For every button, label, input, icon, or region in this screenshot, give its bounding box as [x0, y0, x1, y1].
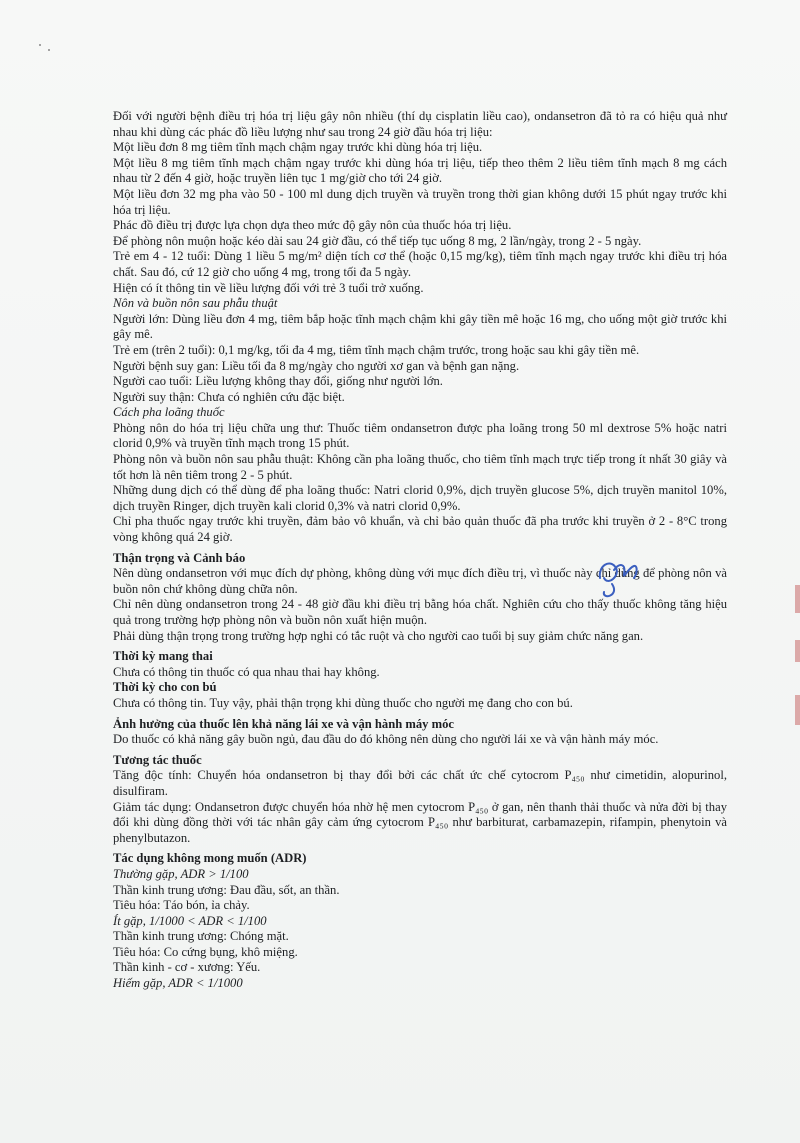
paragraph: Phòng nôn và buồn nôn sau phẫu thuật: Không cần pha loãng thuốc, cho tiêm tĩnh mạch trực tiếp trong ít nhất 30 giây và tốt hơn là nên tiêm trong 2 - 5 phút.: [113, 452, 727, 482]
scan-edge-mark: [795, 585, 800, 613]
subheading: Ít gặp, 1/1000 < ADR < 1/100: [113, 913, 267, 928]
subheading: Hiếm gặp, ADR < 1/1000: [113, 976, 243, 991]
subheading: Cách pha loãng thuốc: [113, 405, 225, 420]
paragraph: Một liều 8 mg tiêm tĩnh mạch chậm ngay trước khi dùng hóa trị liệu, tiếp theo thêm 2 liều tiêm tĩnh mạch 8 mg cách nhau từ 2 đến 4 giờ, hoặc truyền liên tục 1 mg/giờ cho tới 24 giờ.: [113, 155, 727, 186]
section-heading: Ảnh hưởng của thuốc lên khả năng lái xe và vận hành máy móc: [113, 716, 454, 731]
scan-speck: [48, 49, 50, 51]
paragraph: Giảm tác dụng: Ondansetron được chuyển hóa nhờ hệ men cytocrom P₄₅₀ ở gan, nên thanh thải thuốc và nửa đời bị thay đổi khi dùng đồng thời với tác nhân gây cảm ứng cytocrom P₄₅₀ như barbiturat, carbamazepin, rifampin, phenytoin và phenylbutazon.: [113, 799, 727, 845]
paragraph: Một liều đơn 32 mg pha vào 50 - 100 ml dung dịch truyền và truyền trong thời gian không dưới 15 phút ngay trước khi hóa trị liệu.: [113, 186, 727, 217]
section-heading: Thận trọng và Cảnh báo: [113, 550, 246, 565]
scan-edge-mark: [795, 640, 800, 662]
paragraph: Tăng độc tính: Chuyển hóa ondansetron bị thay đổi bởi các chất ức chế cytocrom P₄₅₀ như cimetidin, alopurinol, disulfiram.: [113, 768, 727, 798]
paragraph: Chỉ nên dùng ondansetron trong 24 - 48 giờ đầu khi điều trị bằng hóa chất. Nghiên cứu cho thấy thuốc không tăng hiệu quả trong trường hợp phòng nôn và buồn nôn xuất hiện muộn.: [113, 597, 727, 627]
paragraph: Thần kinh trung ương: Chóng mặt.: [113, 929, 289, 944]
signature-icon: [590, 548, 650, 603]
paragraph: Phòng nôn do hóa trị liệu chữa ung thư: Thuốc tiêm ondansetron được pha loãng trong 50 ml dextrose 5% hoặc natri clorid 0,9% và truyền tĩnh mạch trong 15 phút.: [113, 420, 727, 451]
paragraph: Do thuốc có khả năng gây buồn ngủ, đau đầu do đó không nên dùng cho người lái xe và vận hành máy móc.: [113, 732, 659, 747]
section-heading: Thời kỳ mang thai: [113, 649, 213, 664]
paragraph: Hiện có ít thông tin về liều lượng đối với trẻ 3 tuổi trở xuống.: [113, 280, 424, 295]
paragraph: Nên dùng ondansetron với mục đích dự phòng, không dùng với mục đích điều trị, vì thuốc này chỉ dùng để phòng nôn và buồn nôn chứ không dùng chữa nôn.: [113, 566, 727, 596]
section-heading: Tác dụng không mong muốn (ADR): [113, 851, 307, 866]
scan-speck: [39, 44, 41, 46]
paragraph: Thần kinh - cơ - xương: Yếu.: [113, 960, 261, 975]
paragraph: Phác đồ điều trị được lựa chọn dựa theo mức độ gây nôn của thuốc hóa trị liệu.: [113, 218, 512, 233]
paragraph: Chưa có thông tin. Tuy vậy, phải thận trọng khi dùng thuốc cho người mẹ đang cho con bú.: [113, 695, 573, 710]
section-heading: Tương tác thuốc: [113, 752, 202, 767]
scan-edge-mark: [795, 695, 800, 725]
subheading: Nôn và buồn nôn sau phẫu thuật: [113, 296, 278, 311]
paragraph: Người suy thận: Chưa có nghiên cứu đặc biệt.: [113, 389, 345, 404]
section-heading: Thời kỳ cho con bú: [113, 680, 217, 695]
paragraph: Tiêu hóa: Co cứng bụng, khô miệng.: [113, 944, 298, 959]
paragraph: Thần kinh trung ương: Đau đầu, sốt, an thần.: [113, 882, 340, 897]
paragraph: Chưa có thông tin thuốc có qua nhau thai hay không.: [113, 664, 380, 679]
paragraph: Đối với người bệnh điều trị hóa trị liệu gây nôn nhiều (thí dụ cisplatin liều cao), ondansetron đã tỏ ra có hiệu quả như nhau khi dùng các phác đồ liều lượng như sau trong 24 giờ đầu hóa trị liệu:: [113, 109, 727, 139]
paragraph: Người lớn: Dùng liều đơn 4 mg, tiêm bắp hoặc tĩnh mạch chậm khi gây tiền mê hoặc 16 mg, cho uống một giờ trước khi gây mê.: [113, 311, 727, 342]
paragraph: Trẻ em (trên 2 tuổi): 0,1 mg/kg, tối đa 4 mg, tiêm tĩnh mạch chậm trước, trong hoặc sau khi gây tiền mê.: [113, 342, 640, 357]
paragraph: Chỉ pha thuốc ngay trước khi truyền, đảm bảo vô khuẩn, và chỉ bảo quản thuốc đã pha trước khi truyền ở 2 - 8°C trong vòng không quá 24 giờ.: [113, 514, 727, 545]
paragraph: Phải dùng thận trọng trong trường hợp nghi có tắc ruột và cho người cao tuổi bị suy giảm chức năng gan.: [113, 628, 644, 643]
paragraph: Một liều đơn 8 mg tiêm tĩnh mạch chậm ngay trước khi dùng hóa trị liệu.: [113, 140, 483, 155]
paragraph: Những dung dịch có thể dùng để pha loãng thuốc: Natri clorid 0,9%, dịch truyền glucose 5%, dịch truyền manitol 10%, dịch truyền Ringer, dịch truyền kali clorid 0,3% và natri clorid 0,9%.: [113, 483, 727, 513]
paragraph: Tiêu hóa: Táo bón, ỉa chảy.: [113, 898, 250, 913]
paragraph: Người cao tuổi: Liều lượng không thay đổi, giống như người lớn.: [113, 374, 443, 389]
subheading: Thường gặp, ADR > 1/100: [113, 866, 249, 881]
paragraph: Trẻ em 4 - 12 tuổi: Dùng 1 liều 5 mg/m² diện tích cơ thể (hoặc 0,15 mg/kg), tiêm tĩnh mạch ngay trước khi điều trị hóa chất. Sau đó, cứ 12 giờ cho uống 4 mg, trong tối đa 5 ngày.: [113, 249, 727, 279]
paragraph: Để phòng nôn muộn hoặc kéo dài sau 24 giờ đầu, có thể tiếp tục uống 8 mg, 2 lần/ngày, trong 2 - 5 ngày.: [113, 233, 642, 248]
paragraph: Người bệnh suy gan: Liều tối đa 8 mg/ngày cho người xơ gan và bệnh gan nặng.: [113, 358, 520, 373]
